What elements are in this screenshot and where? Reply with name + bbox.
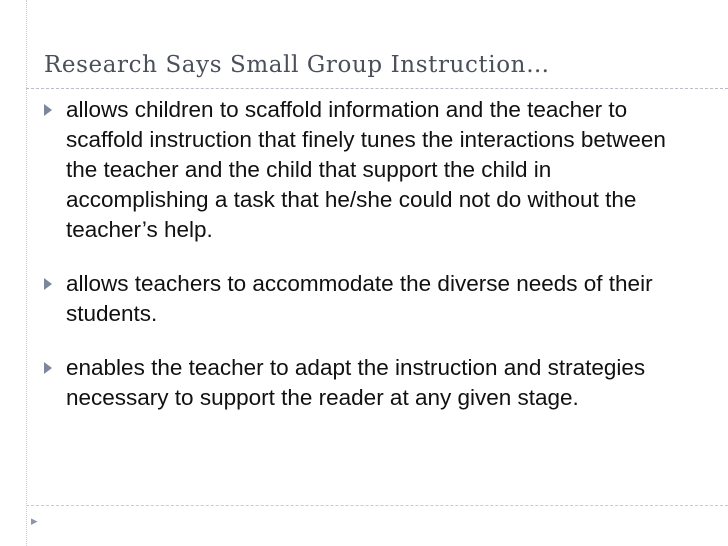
bullet-item bbox=[44, 269, 694, 329]
left-dotted-rule bbox=[26, 0, 27, 546]
triangle-bullet-icon bbox=[44, 362, 52, 374]
title-divider bbox=[26, 88, 728, 89]
bullet-item bbox=[44, 353, 694, 413]
bullet-text: allows teachers to accommodate the diverse needs of their students. bbox=[66, 271, 653, 326]
chevron-right-icon: ▸ bbox=[31, 513, 38, 528]
triangle-bullet-icon bbox=[44, 104, 52, 116]
bullet-item bbox=[44, 95, 694, 245]
slide-title: Research Says Small Group Instruction… bbox=[44, 52, 550, 78]
bullet-text: enables the teacher to adapt the instruction and strategies necessary to support the reader at any given stage. bbox=[66, 355, 646, 410]
bullet-list bbox=[44, 95, 694, 437]
bottom-divider bbox=[26, 505, 728, 506]
bullet-text: allows children to scaffold information and the teacher to scaffold instruction that finely tunes the interactions between the teacher and the child that support the child in accomplishing a task that he/she could not do without the teacher’s help. bbox=[66, 97, 666, 242]
triangle-bullet-icon bbox=[44, 278, 52, 290]
